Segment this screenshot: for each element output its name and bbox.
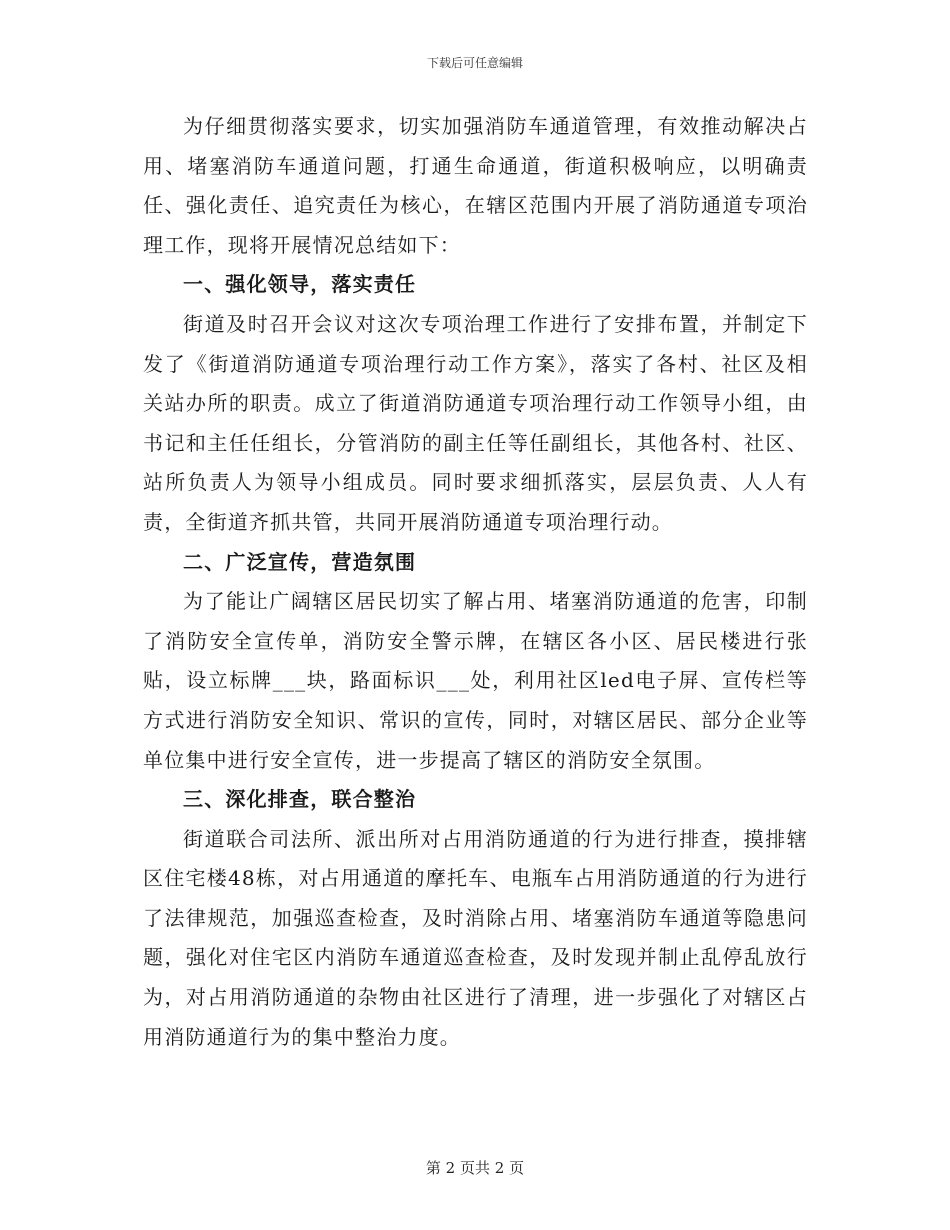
section-paragraph-1: 街道及时召开会议对这次专项治理工作进行了安排布置，并制定下发了《街道消防通道专项治理行动工作方案》，落实了各村、社区及相关站办所的职责。成立了街道消防通道专项治理行动工作领导小组，由书记和主任任组长，分管消防的副主任等任副组长，其他各村、社区、站所负责人为领导小组成员。同时要求细抓落实，层层负责、人人有责，全街道齐抓共管，共同开展消防通道专项治理行动。 — [143, 311, 808, 534]
header-note: 下载后可任意编辑 — [426, 56, 523, 70]
intro-paragraph: 为仔细贯彻落实要求，切实加强消防车通道管理，有效推动解决占用、堵塞消防车通道问题，打通生命通道，街道积极响应，以明确责任、强化责任、追究责任为核心，在辖区范围内开展了消防通道专项治理工作，现将开展情况总结如下： — [143, 114, 808, 257]
page-number: 第 2 页共 2 页 — [425, 1159, 525, 1177]
section-heading-1: 一、强化领导，落实责任 — [183, 272, 417, 297]
section-heading-2: 二、广泛宣传，营造氛围 — [183, 549, 417, 574]
section-paragraph-2: 为了能让广阔辖区居民切实了解占用、堵塞消防通道的危害，印制了消防安全宣传单，消防安全警示牌，在辖区各小区、居民楼进行张贴，设立标牌___块，路面标识___处，利用社区led电子屏、宣传栏等方式进行消防安全知识、常识的宣传，同时，对辖区居民、部分企业等单位集中进行安全宣传，进一步提高了辖区的消防安全氛围。 — [143, 589, 808, 772]
section-paragraph-3: 街道联合司法所、派出所对占用消防通道的行为进行排查，摸排辖区住宅楼48栋，对占用通道的摩托车、电瓶车占用消防通道的行为进行了法律规范，加强巡查检查，及时消除占用、堵塞消防车通道等隐患问题，强化对住宅区内消防车通道巡查检查，及时发现并制止乱停乱放行为，对占用消防通道的杂物由社区进行了清理，进一步强化了对辖区占用消防通道行为的集中整治力度。 — [143, 826, 808, 1049]
section-heading-3: 三、深化排查，联合整治 — [183, 787, 417, 812]
document-body — [143, 107, 808, 1057]
